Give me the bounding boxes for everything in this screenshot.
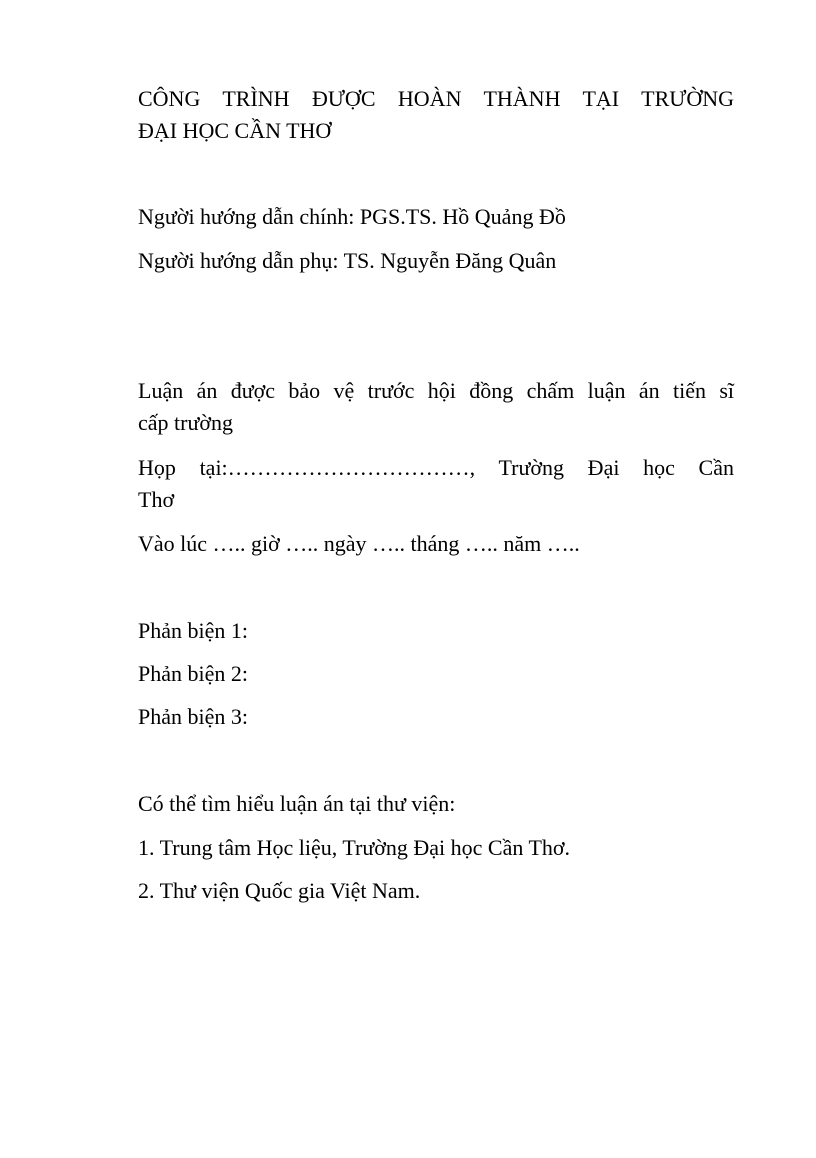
defense-location-line-2: Thơ — [138, 487, 175, 512]
defense-location-line-1: Họp tại:……………………………, Trường Đại học Cần — [138, 455, 734, 480]
defense-time: Vào lúc ….. giờ ….. ngày ….. tháng ….. năm ….. — [138, 531, 580, 556]
heading-line-1: CÔNG TRÌNH ĐƯỢC HOÀN THÀNH TẠI TRƯỜNG — [138, 86, 734, 111]
document-page — [138, 0, 734, 1158]
main-supervisor: Người hướng dẫn chính: PGS.TS. Hồ Quảng Đồ — [138, 204, 566, 229]
library-item: 2. Thư viện Quốc gia Việt Nam. — [138, 878, 421, 903]
library-item: 1. Trung tâm Học liệu, Trường Đại học Cần Thơ. — [138, 835, 571, 860]
reviewer-1: Phản biện 1: — [138, 618, 248, 643]
defense-statement-line-1: Luận án được bảo vệ trước hội đồng chấm luận án tiến sĩ — [138, 378, 734, 403]
heading-line-2: ĐẠI HỌC CẦN THƠ — [138, 118, 332, 143]
library-intro: Có thể tìm hiểu luận án tại thư viện: — [138, 791, 456, 816]
defense-statement-line-2: cấp trường — [138, 410, 234, 435]
reviewer-2: Phản biện 2: — [138, 661, 248, 686]
co-supervisor: Người hướng dẫn phụ: TS. Nguyễn Đăng Quân — [138, 248, 557, 273]
reviewer-3: Phản biện 3: — [138, 704, 248, 729]
